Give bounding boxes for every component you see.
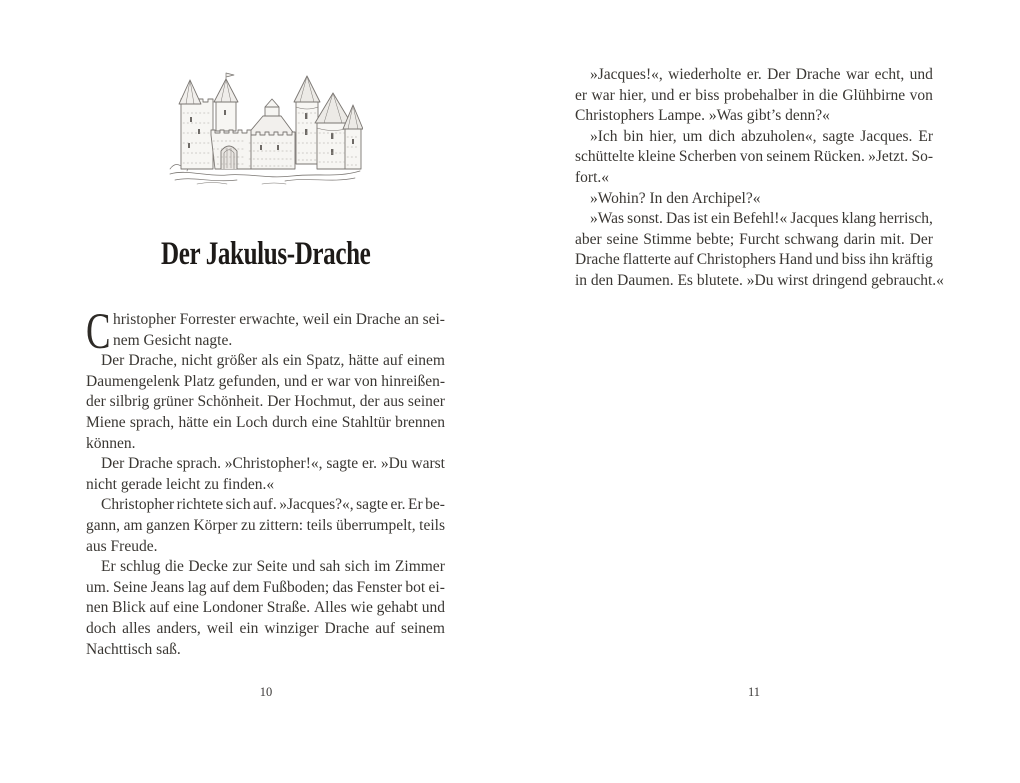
chapter-title-text: Der Jakulus-Drache [161,236,371,272]
right-page-text [575,65,944,292]
left-page-text [86,304,445,660]
castle-drawing-icon [167,71,363,189]
paragraph [575,65,933,127]
paragraph [575,127,933,189]
text-line: können. [86,434,136,452]
text-line: Christophers Lampe. »Was gibt’s denn?« [575,107,830,125]
text-line: Nachttisch saß. [86,640,181,658]
paragraph [575,209,944,291]
text-line: nen Blick auf eine Londoner Straße. Alles wie gehabt und [86,599,445,617]
text-line: hristopher Forrester erwachte, weil ein Drache an sei- [113,311,445,328]
text-line: Christopher richtete sich auf. »Jacques?«, sagte er. Er be- [101,496,445,514]
paragraph [86,351,445,454]
paragraph [575,189,933,210]
text-line: nem Gesicht nagte. [113,331,233,349]
text-line: Der Drache sprach. »Christopher!«, sagte er. »Du warst [101,455,445,473]
text-line: nicht gerade leicht zu finden.« [86,475,275,493]
text-line: »Was sonst. Das ist ein Befehl!« Jacques klang herrisch, [590,210,933,228]
text-line: in den Daumen. Es blutete. »Du wirst dringend gebraucht.« [575,271,944,289]
text-line: schüttelte kleine Scherben von seinem Rücken. »Jetzt. So- [575,148,933,166]
text-line: Der Drache, nicht größer als ein Spatz, hätte auf einem [101,352,445,370]
text-line: doch alles anders, weil ein winziger Drache auf seinem [86,619,445,637]
text-line: Drache flatterte auf Christophers Hand und biss ihn kräftig [575,251,933,269]
text-line: fort.« [575,168,610,186]
text-line: Miene sprach, hätte ein Loch durch eine Stahltür brennen [86,413,445,431]
paragraph [86,495,445,557]
chapter-title [86,236,446,273]
page-number-left: 10 [259,685,273,699]
text-line: um. Seine Jeans lag auf dem Fußboden; das Fenster bot ei- [86,578,445,596]
paragraph [86,557,445,660]
paragraph [86,304,445,360]
text-line: der silbrig grüner Schönheit. Der Hochmut, der aus seiner [86,393,445,411]
text-line: er war hier, und er biss probehalber in die Glühbirne von [575,86,933,104]
text-line: Er schlug die Decke zur Seite und sah sich im Zimmer [101,558,445,576]
text-line: Daumengelenk Platz gefunden, und er war von hinreißen- [86,372,445,390]
text-line: »Jacques!«, wiederholte er. Der Drache war echt, und [590,66,933,83]
text-line: aus Freude. [86,537,158,555]
text-line: gann, am ganzen Körper zu zittern: teils überrumpelt, teils [86,516,445,534]
castle-illustration [167,71,363,189]
text-line: »Wohin? In den Archipel?« [590,189,761,207]
text-line: aber seine Stimme bebte; Furcht schwang darin mit. Der [575,230,933,248]
text-line: »Ich bin hier, um dich abzuholen«, sagte Jacques. Er [590,127,933,145]
drop-cap: C [86,304,111,360]
page-number-right: 11 [747,685,761,699]
paragraph [86,454,445,495]
